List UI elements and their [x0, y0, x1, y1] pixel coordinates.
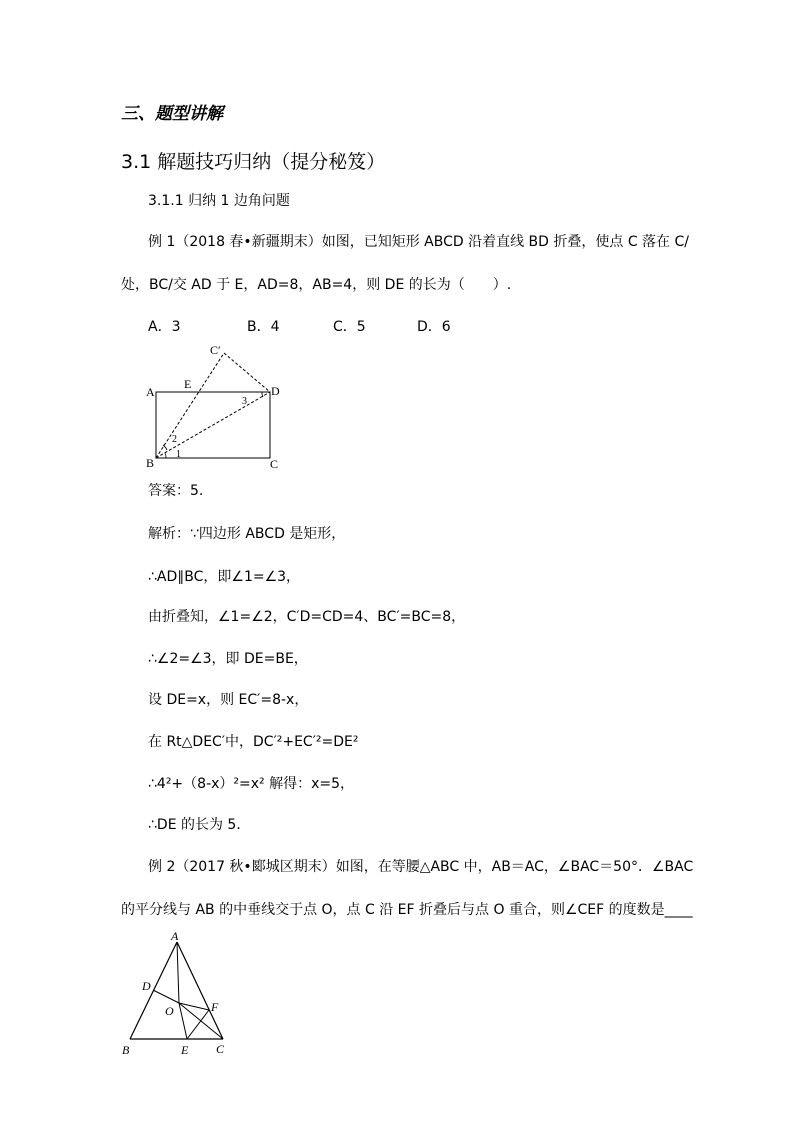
section-title: 三、题型讲解	[121, 104, 223, 124]
fold-c1d	[224, 353, 270, 392]
label-c: C	[216, 1042, 225, 1056]
label-c-prime: C′	[210, 343, 221, 357]
label-angle-3: 3	[242, 396, 247, 407]
label-d: D	[142, 979, 151, 993]
example2-line1: 例 2（2017 秋•郾城区期末）如图，在等腰△ABC 中，AB＝AC，∠BAC＝50°．∠BAC	[148, 859, 694, 875]
fold-bc1	[156, 353, 224, 458]
option-c: C．5	[333, 319, 366, 335]
label-e: E	[184, 377, 192, 391]
label-angle-2: 2	[172, 434, 177, 445]
rectangle-fold-figure	[140, 340, 290, 475]
solution-line-8: ∴DE 的长为 5．	[148, 817, 251, 833]
solution-line-3: 由折叠知，∠1=∠2，C′D=CD=4、BC′=BC=8，	[148, 609, 466, 625]
solution-line-5: 设 DE=x，则 EC′=8-x，	[148, 692, 309, 708]
answer: 答案：5.	[148, 483, 204, 499]
label-a: A	[146, 385, 155, 399]
isosceles-triangle-figure	[115, 926, 240, 1061]
solution-line-6: 在 Rt△DEC′中，DC′²+EC′²=DE²	[148, 734, 359, 750]
solution-line-4: ∴∠2=∠3，即 DE=BE，	[148, 651, 308, 667]
label-angle-1: 1	[176, 449, 181, 460]
example1-line1: 例 1（2018 春•新疆期末）如图，已知矩形 ABCD 沿着直线 BD 折叠，使点 C 落在 C/	[148, 234, 689, 250]
solution-line-2: ∴AD∥BC，即∠1=∠3，	[148, 569, 301, 585]
angle-arc-1	[165, 453, 166, 458]
example1-line2: 处，BC/交 AD 于 E，AD=8，AB=4，则 DE 的长为（ ）.	[121, 277, 512, 293]
option-d: D．6	[417, 319, 451, 335]
label-d: D	[271, 384, 280, 398]
solution-line-7: ∴4²+（8-x）²=x² 解得：x=5，	[148, 776, 355, 792]
bisector-ao	[177, 942, 179, 1003]
subsection-title: 3.1 解题技巧归纳（提分秘笈）	[121, 151, 386, 173]
label-b: B	[146, 456, 155, 470]
example2-line2: 的平分线与 AB 的中垂线交于点 O，点 C 沿 EF 折叠后与点 O 重合，则∠CEF 的度数是____	[121, 902, 693, 918]
label-a: A	[171, 929, 179, 943]
solution-line-1: 解析：∵四边形 ABCD 是矩形，	[148, 526, 346, 542]
perp-bisector-do	[153, 990, 179, 1003]
diagonal-bd	[156, 392, 270, 458]
label-b: B	[122, 1043, 130, 1057]
option-b: B．4	[247, 319, 280, 335]
label-o: O	[165, 1004, 174, 1018]
option-a: A．3	[148, 319, 181, 335]
label-c: C	[270, 457, 279, 471]
label-f: F	[211, 1000, 219, 1014]
subsubsection-title: 3.1.1 归纳 1 边角问题	[148, 193, 290, 209]
label-e: E	[181, 1043, 189, 1057]
angle-arc-2	[163, 445, 167, 450]
